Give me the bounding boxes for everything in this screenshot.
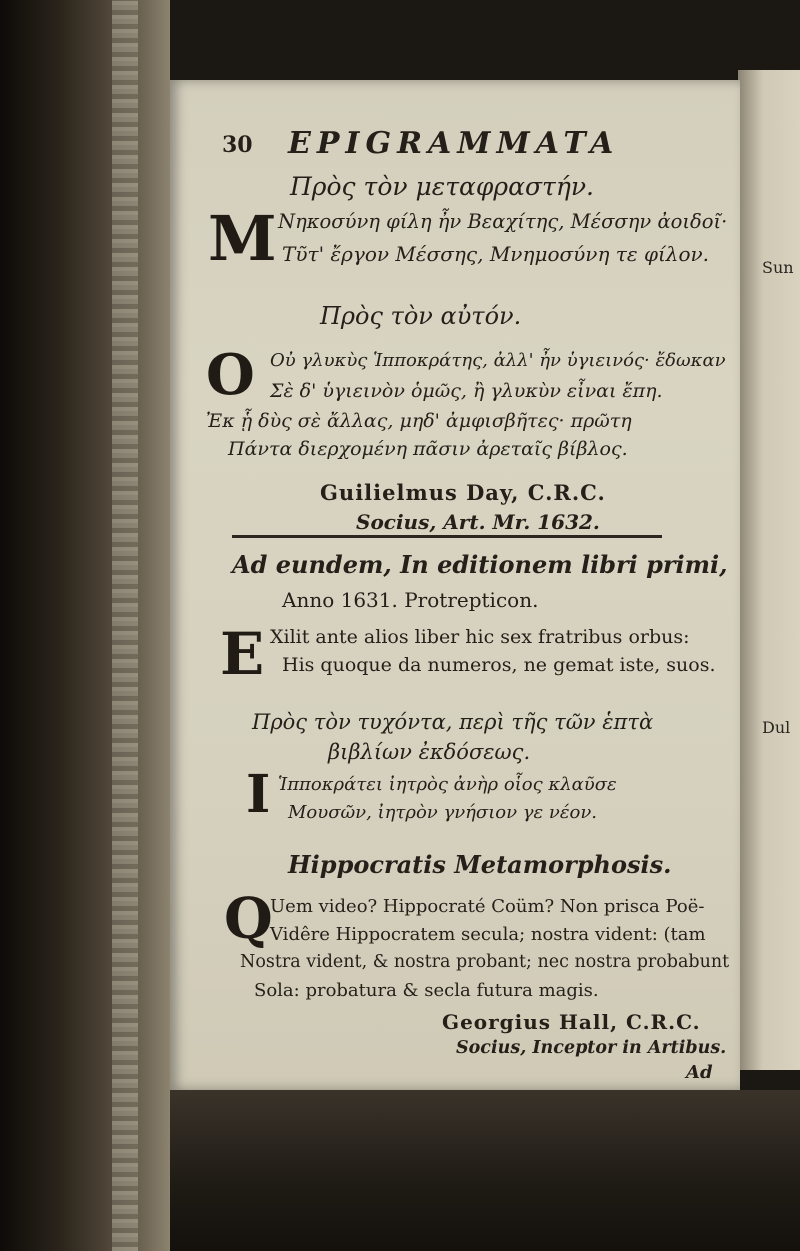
verse-line: Sola: probatura & secla futura magis.	[254, 980, 599, 1001]
poem-line: Νηκοσύνη φίλη ἦν Βεαχίτης, Μέσσην ἀοιδοῖ·	[278, 210, 728, 233]
greek-heading: Πρὸς τὸν τυχόντα, περὶ τῆς τῶν ἑπτὰ	[252, 710, 654, 734]
section-heading: Hippocratis Metamorphosis.	[288, 850, 672, 879]
subscription: Socius, Art. Mr. 1632.	[356, 510, 600, 534]
drop-cap: Q	[224, 886, 273, 952]
verse-line: His quoque da numeros, ne gemat iste, suos.	[282, 654, 716, 676]
verse-line: Μουσῶν, ἰητρὸν γνήσιον γε νέον.	[288, 802, 598, 823]
section-heading: Ad eundem, In editionem libri primi,	[232, 550, 728, 579]
section-subheading: Anno 1631. Protrepticon.	[282, 588, 539, 612]
left-page-edge	[0, 0, 170, 1251]
right-page-fragment	[738, 70, 800, 1070]
poem-line: Τῦτ' ἔργον Μέσσης, Μνημοσύνη τε φίλον.	[282, 242, 710, 266]
drop-cap: E	[220, 620, 265, 688]
right-margin-fragment: Dul	[762, 718, 791, 737]
drop-cap: I	[246, 764, 271, 825]
signature: Guilielmus Day, C.R.C.	[320, 480, 606, 505]
verse-line: Nostra vident, & nostra probant; nec nostra probabunt	[240, 952, 730, 972]
poem-heading: Πρὸς τὸν μεταφραστήν.	[290, 172, 595, 201]
right-margin-fragment: Sun	[762, 258, 794, 277]
section-divider	[232, 535, 662, 538]
bottom-shadow	[170, 1090, 800, 1251]
verse-line: Uem video? Hippocraté Coüm? Non prisca Poë-	[270, 896, 705, 917]
page-stack-edges	[112, 0, 138, 1251]
poem-line: Οὐ γλυκὺς Ἱπποκράτης, ἀλλ' ἦν ὑγιεινός· ἔδωκαν	[270, 350, 726, 371]
verse-line: Ἱπποκράτει ἰητρὸς ἀνὴρ οἷος κλαῦσε	[278, 774, 617, 795]
drop-cap: O	[206, 342, 255, 408]
poem-line: Σὲ δ' ὑγιεινὸν ὁμῶς, ἢ γλυκὺν εἶναι ἔπη.	[270, 380, 663, 402]
catchword: Ad	[686, 1062, 713, 1083]
running-head: EPIGRAMMATA	[288, 126, 620, 161]
subscription: Socius, Inceptor in Artibus.	[456, 1038, 727, 1058]
signature: Georgius Hall, C.R.C.	[442, 1010, 701, 1034]
poem-line: Πάντα διερχομένη πᾶσιν ἀρεταῖς βίβλος.	[228, 438, 628, 460]
greek-heading: βιβλίων ἐκδόσεως.	[328, 740, 531, 764]
drop-cap: M	[208, 202, 277, 275]
book-page	[170, 80, 740, 1090]
page-number: 30	[222, 132, 253, 158]
verse-line: Vidêre Hippocratem secula; nostra vident: (tam	[270, 924, 706, 945]
poem-heading: Πρὸς τὸν αὐτόν.	[320, 302, 522, 330]
poem-line: Ἐκ ᾗ δὺς σὲ ἄλλας, μηδ' ἀμφισβῆτες· πρῶτη	[206, 410, 632, 432]
verse-line: Xilit ante alios liber hic sex fratribus orbus:	[270, 626, 690, 648]
